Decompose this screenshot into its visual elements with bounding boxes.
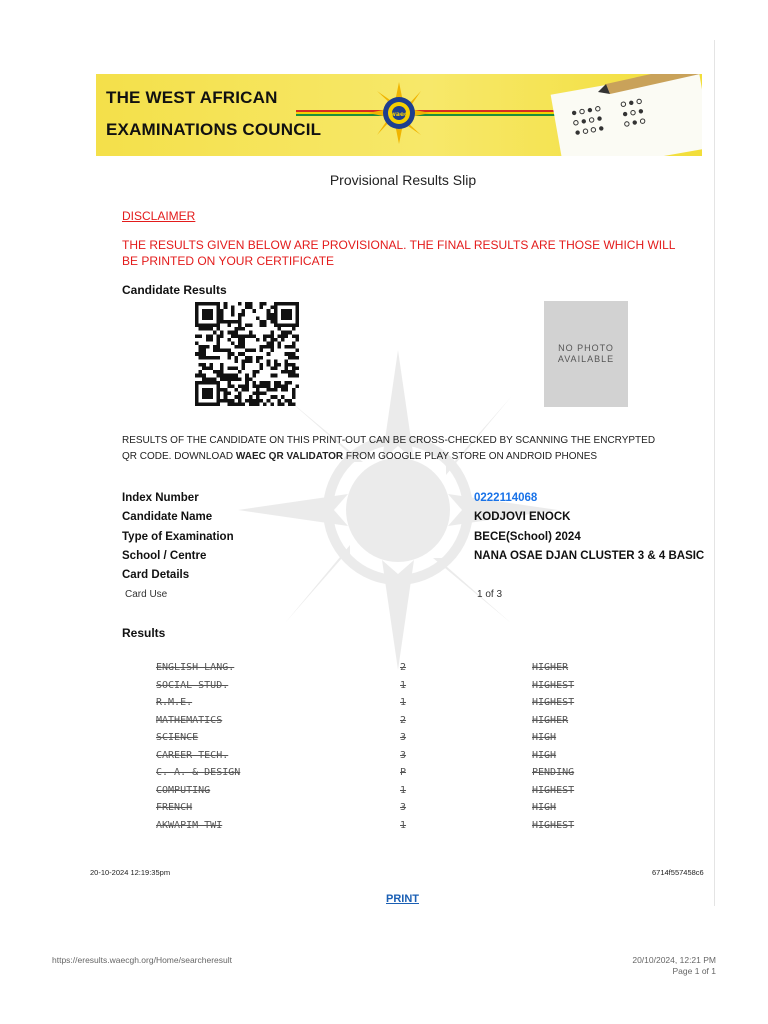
result-row bbox=[156, 800, 596, 818]
result-subject: COMPUTING bbox=[156, 784, 211, 796]
result-row bbox=[156, 783, 596, 801]
index-number-row bbox=[122, 492, 722, 508]
result-row bbox=[156, 730, 596, 748]
print-timestamp: 20-10-2024 12:19:35pm bbox=[90, 868, 171, 877]
result-row bbox=[156, 695, 596, 713]
candidate-name-value: KODJOVI ENOCK bbox=[474, 511, 571, 523]
result-row bbox=[156, 660, 596, 678]
results-table bbox=[156, 660, 596, 835]
result-row bbox=[156, 765, 596, 783]
photo-placeholder-text: NO PHOTO AVAILABLE bbox=[557, 343, 615, 364]
crosscheck-notice bbox=[122, 433, 670, 464]
crosscheck-text-start: RESULTS OF THE CANDIDATE ON THIS PRINT-OUT CAN BE CROSS-CHECKED BY SCANNING THE ENCRYPTED QR CODE. DOWNLOAD bbox=[122, 435, 656, 462]
result-remark: HIGH bbox=[532, 749, 557, 761]
card-details-row bbox=[122, 569, 722, 585]
results-heading: Results bbox=[122, 626, 166, 640]
result-subject: FRENCH bbox=[156, 802, 193, 813]
result-remark: HIGHEST bbox=[532, 819, 575, 831]
result-row bbox=[156, 678, 596, 696]
result-subject: C. A. & DESIGN bbox=[156, 767, 241, 778]
footer-url: https://eresults.waecgh.org/Home/searcheresult bbox=[52, 955, 233, 965]
index-number-label: Index Number bbox=[122, 492, 199, 504]
school-label: School / Centre bbox=[122, 550, 207, 562]
print-button[interactable]: PRINT bbox=[386, 893, 419, 905]
card-use-label: Card Use bbox=[125, 589, 168, 600]
result-subject: AKWAPIM TWI bbox=[156, 819, 223, 831]
page-edge-divider bbox=[714, 40, 715, 906]
result-row bbox=[156, 748, 596, 766]
result-grade: P bbox=[400, 767, 407, 778]
result-remark: HIGHEST bbox=[532, 784, 575, 796]
result-grade: 3 bbox=[400, 802, 407, 813]
result-remark: HIGHER bbox=[532, 662, 569, 673]
qr-code[interactable] bbox=[193, 302, 301, 406]
exam-type-row bbox=[122, 531, 722, 547]
index-number-value[interactable]: 0222114068 bbox=[474, 492, 538, 504]
answer-sheet-icon bbox=[536, 74, 702, 156]
seal-text: waec bbox=[390, 111, 408, 118]
result-subject: ENGLISH LANG. bbox=[156, 662, 235, 673]
card-use-value: 1 of 3 bbox=[477, 589, 503, 600]
footer-page-number: Page 1 of 1 bbox=[672, 966, 716, 976]
disclaimer-text: THE RESULTS GIVEN BELOW ARE PROVISIONAL. THE FINAL RESULTS ARE THOSE WHICH WILL BE PRINTED ON YOUR CERTIFICATE bbox=[122, 238, 676, 268]
result-subject: CAREER TECH. bbox=[156, 749, 229, 761]
result-subject: SCIENCE bbox=[156, 732, 199, 743]
result-remark: HIGH bbox=[532, 802, 557, 813]
candidate-results-heading: Candidate Results bbox=[122, 283, 227, 297]
result-grade: 1 bbox=[400, 784, 407, 796]
result-subject: SOCIAL STUD. bbox=[156, 679, 229, 691]
crosscheck-text-end: FROM GOOGLE PLAY STORE ON ANDROID PHONES bbox=[343, 450, 598, 462]
result-grade: 1 bbox=[400, 697, 407, 708]
school-row bbox=[122, 550, 722, 566]
result-remark: HIGHEST bbox=[532, 679, 575, 691]
page-title: Provisional Results Slip bbox=[329, 172, 477, 188]
school-value: NANA OSAE DJAN CLUSTER 3 & 4 BASIC bbox=[474, 550, 705, 562]
disclaimer-label: DISCLAIMER bbox=[122, 209, 196, 223]
footer-printed-at: 20/10/2024, 12:21 PM bbox=[632, 955, 716, 965]
candidate-name-row bbox=[122, 511, 722, 527]
result-remark: PENDING bbox=[532, 767, 575, 778]
org-name-line1: THE WEST AFRICAN bbox=[106, 88, 278, 107]
result-grade: 3 bbox=[400, 732, 407, 743]
result-grade: 2 bbox=[400, 714, 407, 726]
card-details-label: Card Details bbox=[122, 569, 190, 581]
result-remark: HIGHER bbox=[532, 714, 569, 726]
exam-type-label: Type of Examination bbox=[122, 531, 234, 543]
slip-id: 6714f557458c6 bbox=[652, 868, 704, 877]
crosscheck-app-name: WAEC QR VALIDATOR bbox=[235, 450, 344, 462]
photo-placeholder bbox=[544, 301, 628, 407]
result-remark: HIGHEST bbox=[532, 697, 575, 708]
result-grade: 1 bbox=[400, 819, 407, 831]
result-remark: HIGH bbox=[532, 732, 557, 743]
result-grade: 2 bbox=[400, 662, 407, 673]
exam-type-value: BECE(School) 2024 bbox=[474, 531, 581, 543]
result-row bbox=[156, 818, 596, 836]
result-grade: 3 bbox=[400, 749, 407, 761]
result-subject: MATHEMATICS bbox=[156, 714, 223, 726]
candidate-name-label: Candidate Name bbox=[122, 511, 213, 523]
result-row bbox=[156, 713, 596, 731]
org-name-line2: EXAMINATIONS COUNCIL bbox=[106, 120, 322, 139]
waec-seal-icon bbox=[368, 82, 430, 144]
waec-banner bbox=[96, 74, 702, 156]
result-subject: R.M.E. bbox=[156, 697, 193, 708]
result-grade: 1 bbox=[400, 679, 407, 691]
